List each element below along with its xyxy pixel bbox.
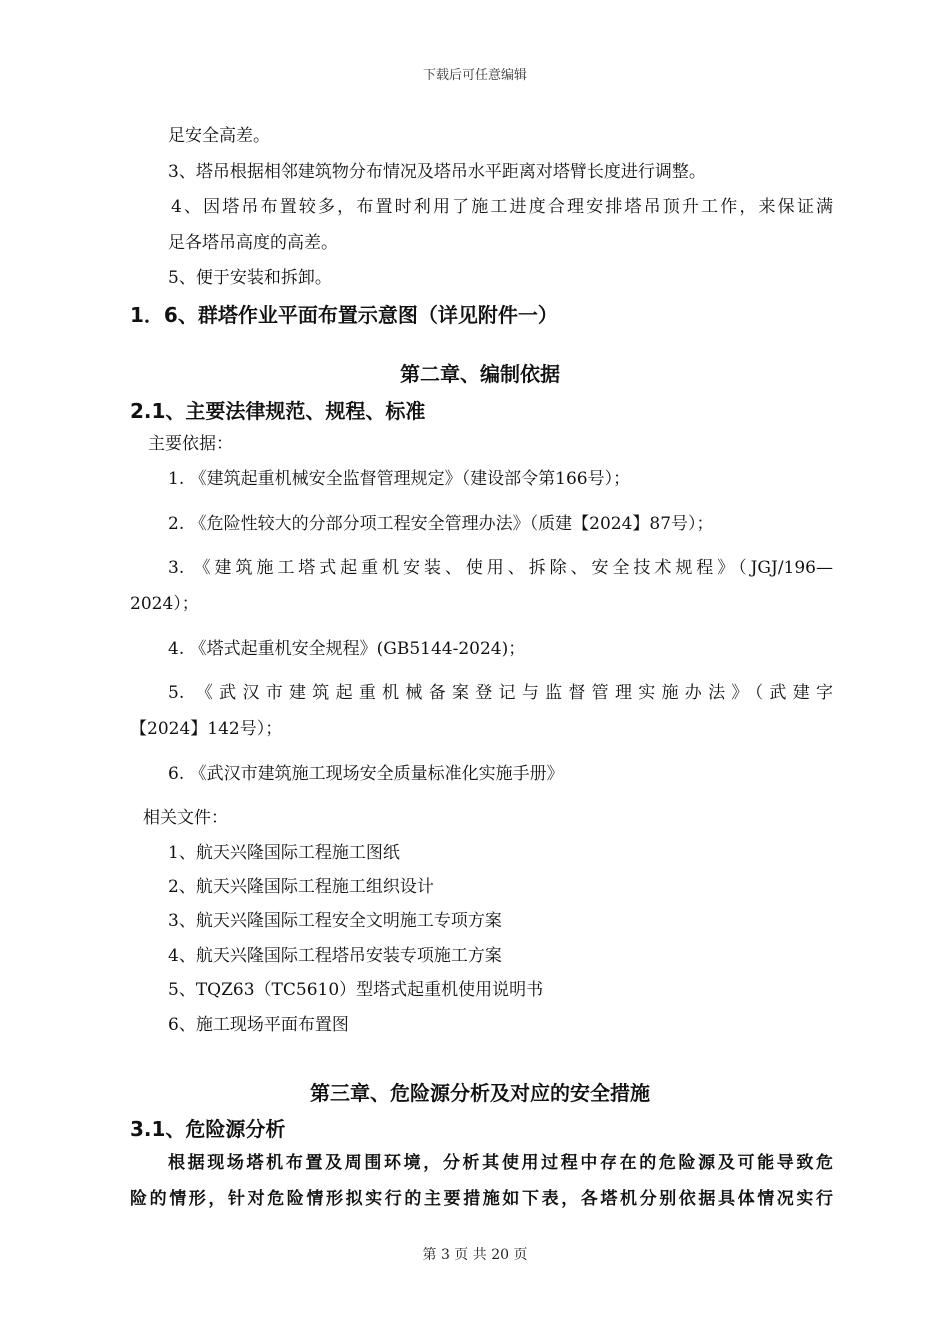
related-item: 4、航天兴隆国际工程塔吊安装专项施工方案 — [168, 946, 502, 966]
body-line: 足各塔吊高度的高差。 — [168, 233, 338, 253]
body-paragraph-line: 险的情形，针对危险情形拟实行的主要措施如下表，各塔机分别依据具体情况实行 — [130, 1189, 833, 1209]
basis-item: 6. 《武汉市建筑施工现场安全质量标准化实施手册》 — [168, 764, 564, 784]
related-item: 3、航天兴隆国际工程安全文明施工专项方案 — [168, 911, 502, 931]
body-paragraph-line: 根据现场塔机布置及周围环境，分析其使用过程中存在的危险源及可能导致危 — [168, 1153, 833, 1173]
basis-item: 3. 《建筑施工塔式起重机安装、使用、拆除、安全技术规程》（JGJ/196— — [168, 558, 833, 578]
page-footer: 第 3 页 共 20 页 — [422, 1247, 528, 1263]
basis-item: 4. 《塔式起重机安全规程》(GB5144-2024)； — [168, 639, 526, 659]
body-line: 4、因塔吊布置较多，布置时利用了施工进度合理安排塔吊顶升工作，来保证满 — [171, 197, 833, 217]
body-line: 3、塔吊根据相邻建筑物分布情况及塔吊水平距离对塔臂长度进行调整。 — [168, 162, 706, 182]
basis-label: 主要依据： — [148, 434, 233, 454]
related-item: 2、航天兴隆国际工程施工组织设计 — [168, 877, 434, 897]
basis-item-cont: 2024）； — [130, 594, 199, 614]
basis-item-cont: 【2024】142号）； — [130, 719, 283, 739]
related-item: 6、施工现场平面布置图 — [168, 1015, 349, 1035]
related-item: 1、航天兴隆国际工程施工图纸 — [168, 843, 400, 863]
body-line: 5、便于安装和拆卸。 — [168, 268, 332, 288]
page-header: 下载后可任意编辑 — [422, 68, 527, 83]
related-item: 5、TQZ63（TC5610）型塔式起重机使用说明书 — [168, 980, 544, 1000]
section-heading: 3.1、危险源分析 — [130, 1117, 286, 1141]
section-heading: 1．6、群塔作业平面布置示意图（详见附件一） — [130, 303, 558, 327]
body-line: 足安全高差。 — [168, 126, 270, 146]
section-heading: 2.1、主要法律规范、规程、标准 — [130, 399, 426, 423]
chapter-title: 第二章、编制依据 — [400, 362, 560, 386]
related-label: 相关文件： — [143, 808, 228, 828]
basis-item: 2. 《危险性较大的分部分项工程安全管理办法》（质建【2024】87号）； — [168, 514, 714, 534]
chapter-title: 第三章、危险源分析及对应的安全措施 — [310, 1081, 650, 1105]
basis-item: 5. 《武汉市建筑起重机械备案登记与监督管理实施办法》（武建字 — [168, 683, 833, 703]
basis-item: 1. 《建筑起重机械安全监督管理规定》（建设部令第166号）； — [168, 469, 631, 489]
